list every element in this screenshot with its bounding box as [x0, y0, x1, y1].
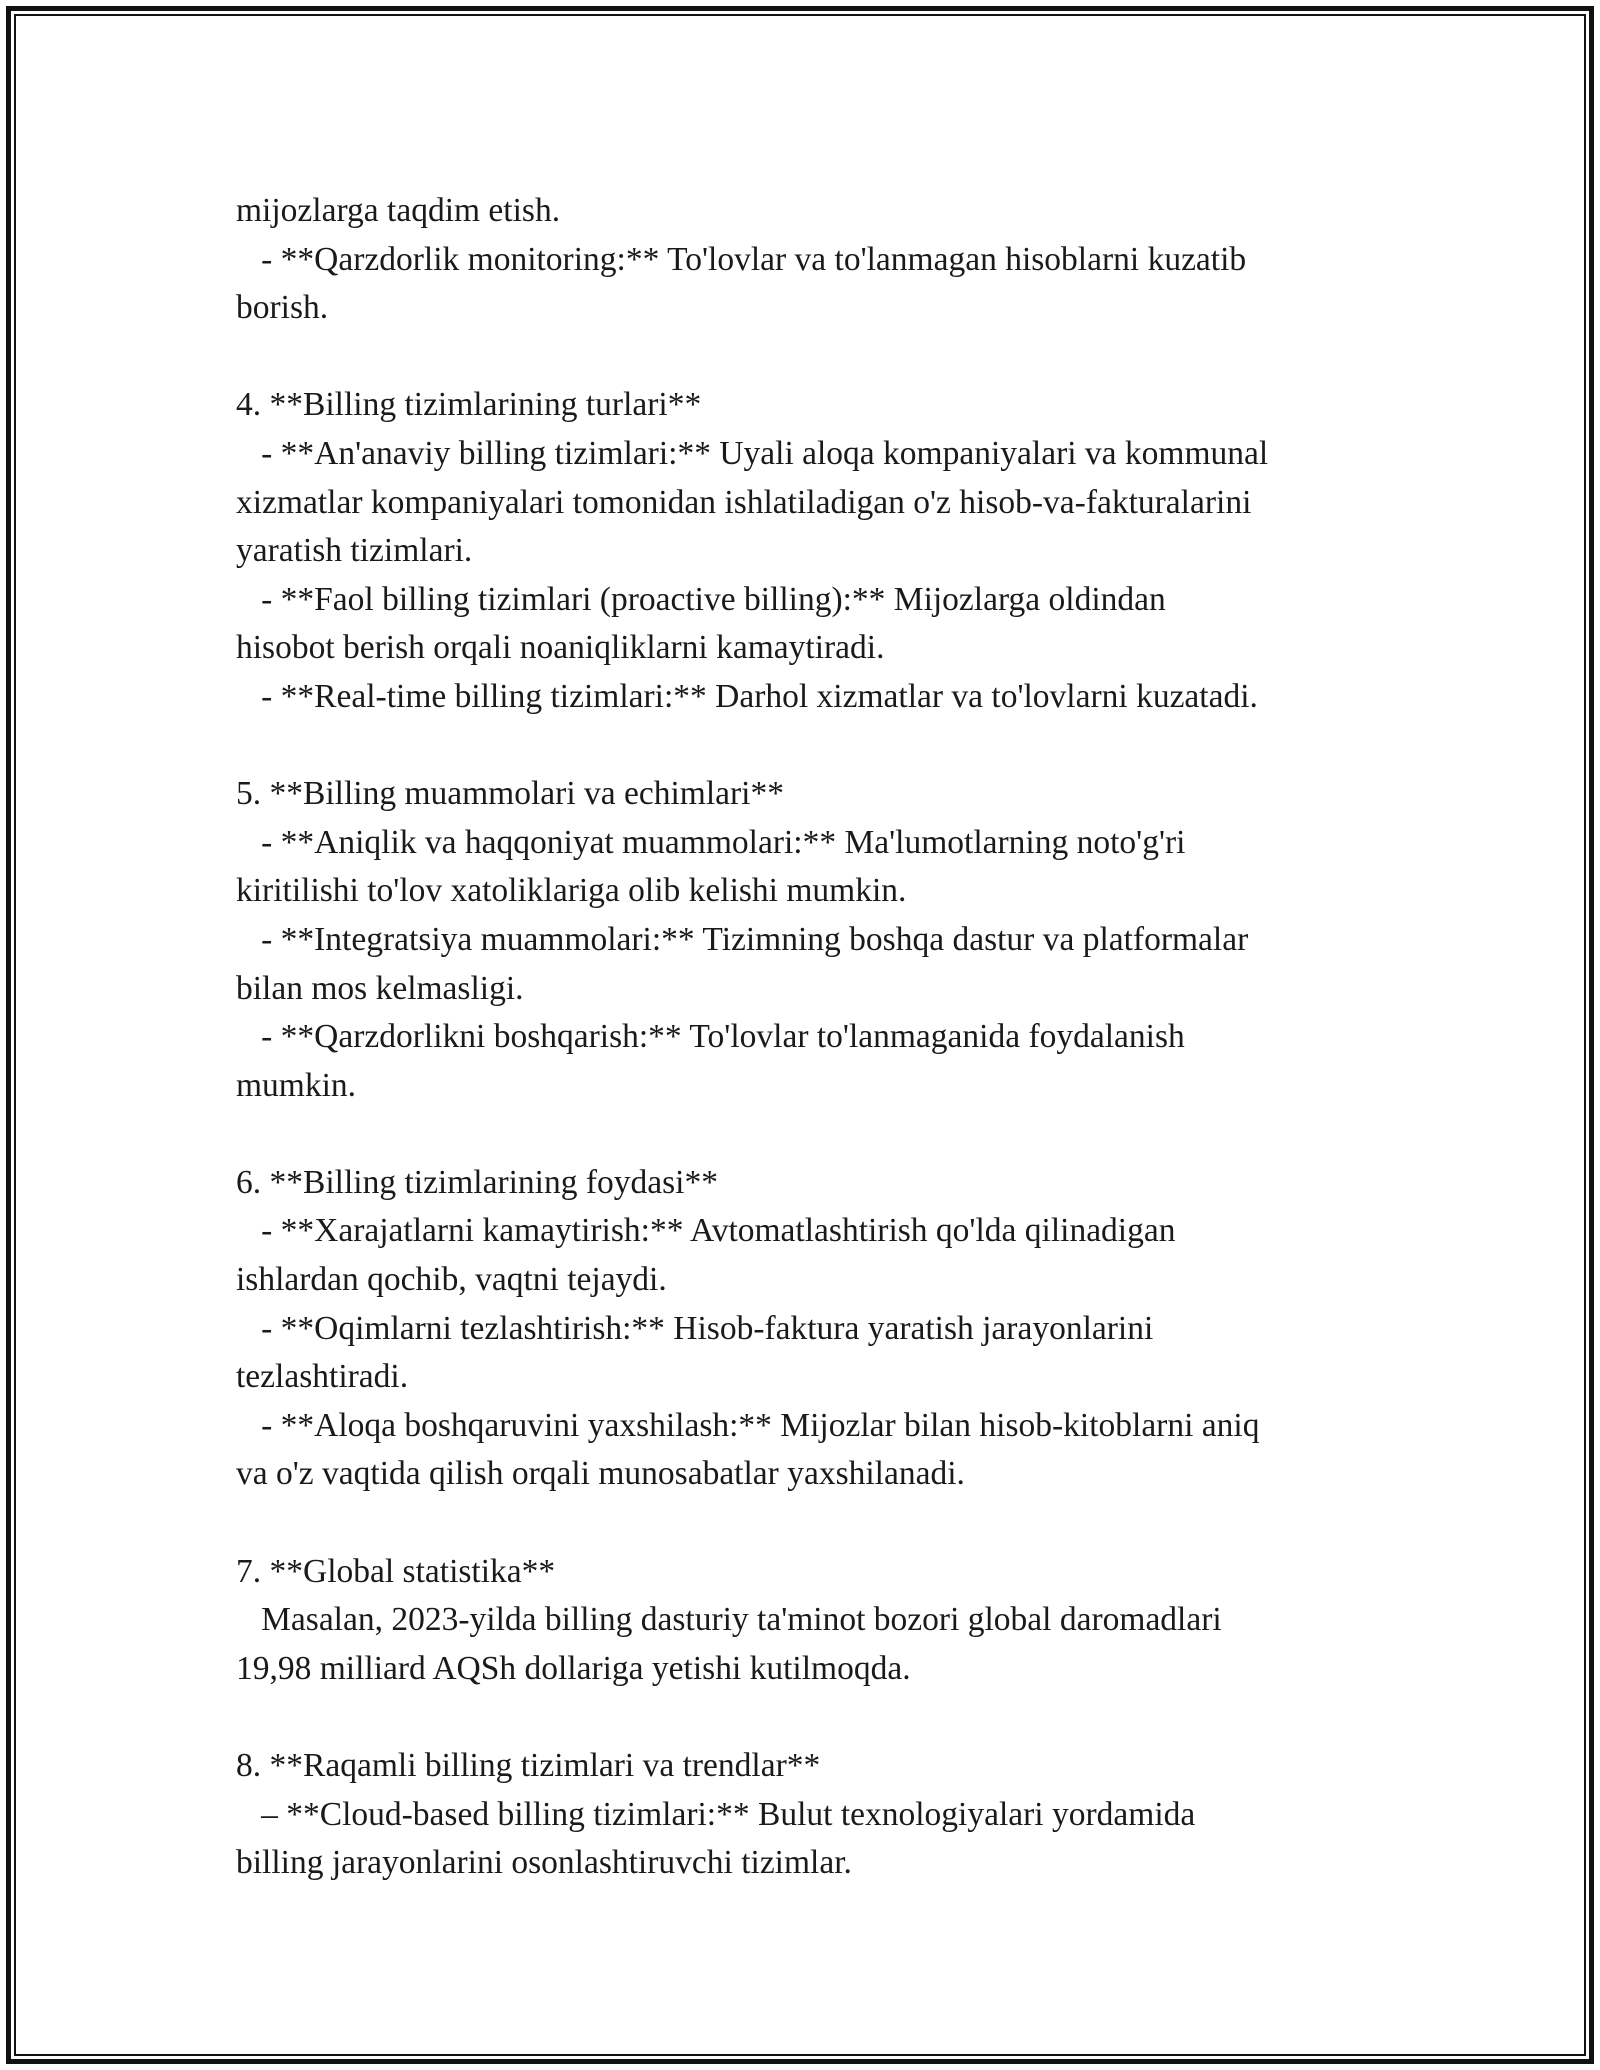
text-line: - **Faol billing tizimlari (proactive billing):** Mijozlarga oldindan: [236, 580, 1166, 618]
text-line: - **Aloqa boshqaruvini yaxshilash:** Mijozlar bilan hisob-kitoblarni aniq: [236, 1406, 1260, 1444]
text-line: mumkin.: [236, 1066, 357, 1104]
text-line: - **An'anaviy billing tizimlari:** Uyali aloqa kompaniyalari va kommunal: [236, 434, 1269, 472]
text-line: - **Aniqlik va haqqoniyat muammolari:** Ma'lumotlarning noto'g'ri: [236, 823, 1186, 861]
text-line: yaratish tizimlari.: [236, 532, 473, 570]
text-line: - **Qarzdorlikni boshqarish:** To'lovlar to'lanmaganida foydalanish: [236, 1018, 1185, 1056]
section-heading: 8. **Raqamli billing tizimlari va trendlar**: [236, 1747, 821, 1784]
text-line: - **Integratsiya muammolari:** Tizimning boshqa dastur va platformalar: [236, 920, 1249, 958]
section-heading: 5. **Billing muammolari va echimlari**: [236, 775, 784, 813]
section-heading: 7. **Global statistika**: [236, 1552, 556, 1590]
section-heading: 4. **Billing tizimlarining turlari**: [236, 386, 702, 424]
text-line: ishlardan qochib, vaqtni tejaydi.: [236, 1261, 667, 1299]
blank-line: [236, 722, 1396, 771]
text-line: xizmatlar kompaniyalari tomonidan ishlatiladigan o'z hisob-va-fakturalarini: [236, 483, 1252, 521]
section-heading: 6. **Billing tizimlarining foydasi**: [236, 1163, 718, 1201]
text-line: kiritilishi to'lov xatoliklariga olib kelishi mumkin.: [236, 872, 907, 910]
text-line: tezlashtiradi.: [236, 1358, 409, 1396]
text-line: - **Xarajatlarni kamaytirish:** Avtomatlashtirish qo'lda qilinadigan: [236, 1212, 1176, 1250]
text-line: hisobot berish orqali noaniqliklarni kamaytiradi.: [236, 629, 885, 667]
text-line: - **Oqimlarni tezlashtirish:** Hisob-faktura yaratish jarayonlarini: [236, 1309, 1154, 1347]
text-line: mijozlarga taqdim etish.: [236, 192, 561, 229]
blank-line: [236, 1110, 1396, 1159]
text-line: - **Real-time billing tizimlari:** Darhol xizmatlar va to'lovlarni kuzatadi.: [236, 677, 1258, 715]
blank-line: [236, 1693, 1396, 1742]
document-body: [236, 187, 1396, 1888]
blank-line: [236, 1499, 1396, 1548]
text-line: Masalan, 2023-yilda billing dasturiy ta'minot bozori global daromadlari: [236, 1601, 1222, 1639]
text-line: – **Cloud-based billing tizimlari:** Bulut texnologiyalari yordamida: [236, 1795, 1196, 1833]
text-line: - **Qarzdorlik monitoring:** To'lovlar va to'lanmagan hisoblarni kuzatib: [236, 240, 1247, 278]
text-line: billing jarayonlarini osonlashtiruvchi tizimlar.: [236, 1844, 852, 1882]
text-line: bilan mos kelmasligi.: [236, 969, 524, 1007]
text-line: 19,98 milliard AQSh dollariga yetishi kutilmoqda.: [236, 1649, 911, 1687]
text-line: borish.: [236, 289, 329, 327]
text-line: va o'z vaqtida qilish orqali munosabatlar yaxshilanadi.: [236, 1455, 965, 1493]
blank-line: [236, 333, 1396, 382]
